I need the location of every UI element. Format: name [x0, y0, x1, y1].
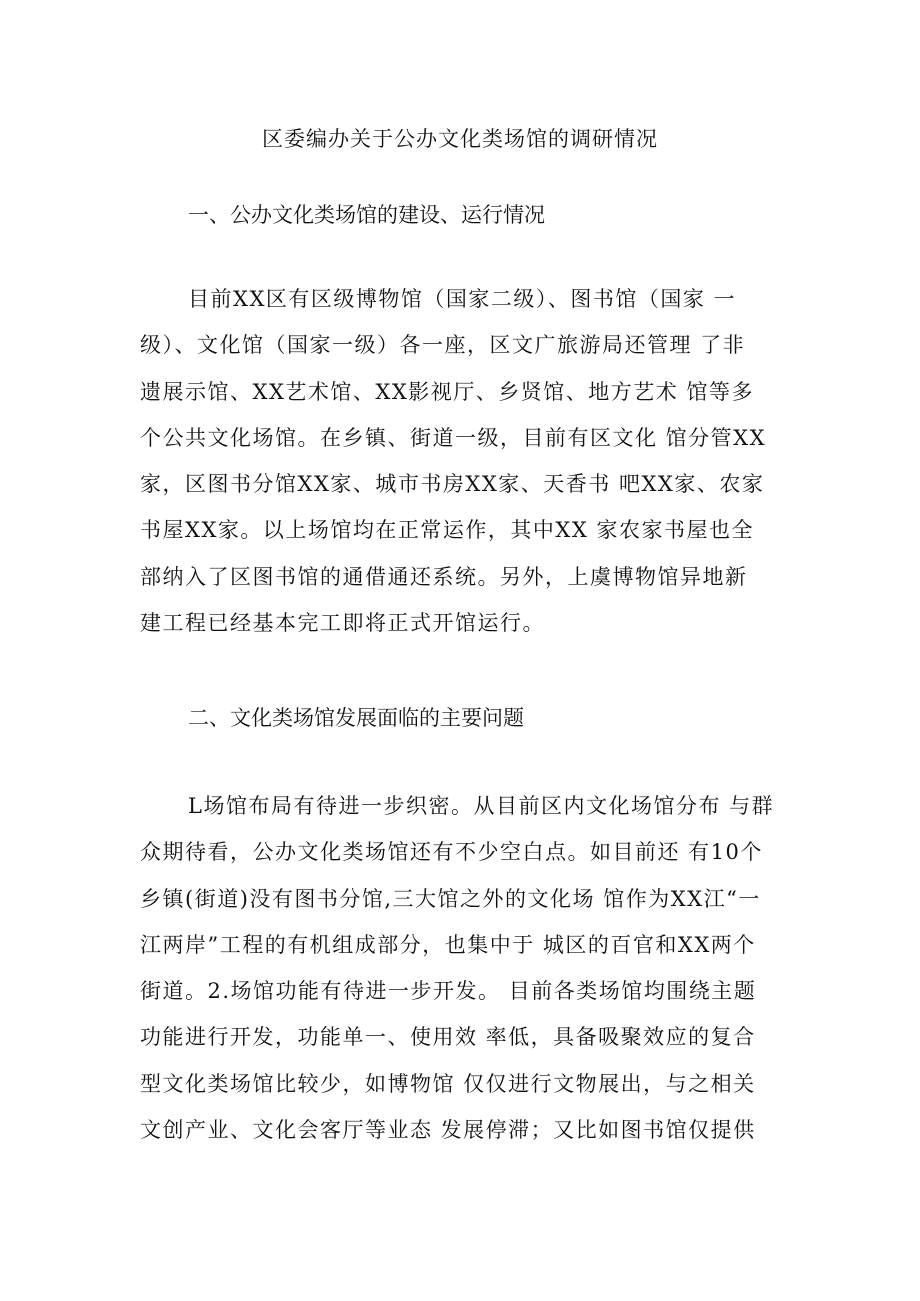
- section-2-paragraph: [140, 787, 800, 1157]
- paragraph-line: L场馆布局有待进一步织密。从目前区内文化场馆分布 与群: [188, 794, 775, 818]
- section-1-paragraph: [140, 280, 800, 650]
- paragraph-line: 文创产业、文化会客厅等业态 发展停滞；又比如图书馆仅提供: [140, 1118, 756, 1143]
- paragraph-line: 家，区图书分馆XX家、城市书房XX家、天香书 吧XX家、农家: [140, 472, 765, 497]
- section-1-heading: 一、公办文化类场馆的建设、运行情况: [188, 203, 545, 227]
- paragraph-line: 乡镇(街道)没有图书分馆,三大馆之外的文化场 馆作为XX江“一: [140, 886, 761, 911]
- document-title: 区委编办关于公办文化类场馆的调研情况: [262, 127, 658, 151]
- paragraph-line: 遗展示馆、XX艺术馆、XX影视厅、乡贤馆、地方艺术 馆等多: [140, 379, 754, 404]
- paragraph-line: 众期待看，公办文化类场馆还有不少空白点。如目前还 有10个: [140, 840, 763, 865]
- paragraph-line: 江两岸”工程的有机组成部分，也集中于 城区的百官和XX两个: [140, 932, 756, 957]
- paragraph-line: 部纳入了区图书馆的通借通还系统。另外，上虞博物馆异地新: [140, 564, 748, 589]
- paragraph-line: 个公共文化场馆。在乡镇、街道一级，目前有区文化 馆分管XX: [140, 425, 767, 450]
- paragraph-line: 级）、文化馆（国家一级）各一座，区文广旅游局还管理 了非: [140, 333, 746, 358]
- paragraph-line: 建工程已经基本完工即将正式开馆运行。: [140, 611, 545, 636]
- paragraph-line: 功能进行开发，功能单一、使用效 率低，具备吸聚效应的复合: [140, 1025, 756, 1050]
- paragraph-line: 型文化类场馆比较少，如博物馆 仅仅进行文物展出，与之相关: [140, 1071, 756, 1096]
- section-2-heading: 二、文化类场馆发展面临的主要问题: [188, 706, 524, 730]
- paragraph-line: 街道。2.场馆功能有待进一步开发。 目前各类场馆均围绕主题: [140, 979, 757, 1004]
- paragraph-line: 目前XX区有区级博物馆（国家二级）、图书馆（国家 一: [188, 287, 737, 311]
- paragraph-line: 书屋XX家。以上场馆均在正常运作，其中XX 家农家书屋也全: [140, 518, 754, 543]
